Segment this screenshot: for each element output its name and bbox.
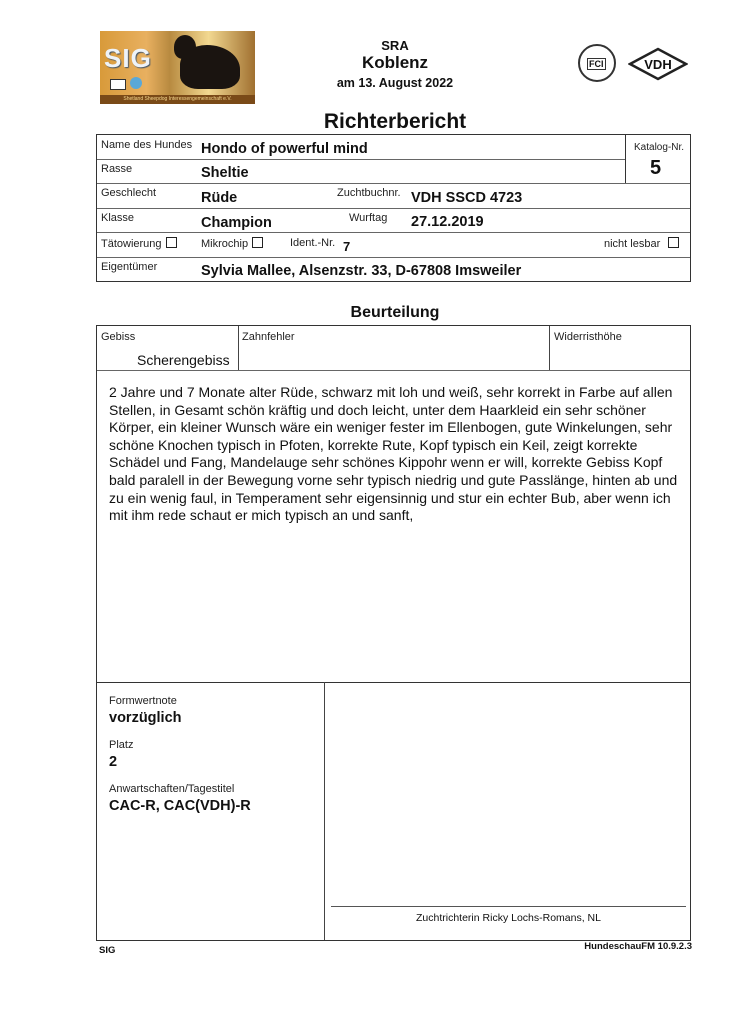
breed-label: Rasse — [101, 163, 133, 175]
teeth-fault-label: Zahnfehler — [242, 331, 295, 343]
judge-name: Zuchtrichterin Ricky Lochs-Romans, NL — [416, 912, 601, 924]
ident-number: 7 — [343, 239, 351, 254]
height-label: Widerristhöhe — [554, 331, 622, 343]
birth-label: Wurftag — [349, 212, 388, 224]
place-label: Platz — [109, 739, 134, 751]
logo-caption: Shetland Sheepdog Interessengemeinschaft e.V. — [100, 95, 255, 104]
tattoo-checkbox[interactable] — [166, 237, 177, 248]
place: 2 — [109, 754, 118, 770]
sheltie-silhouette-icon — [180, 45, 240, 89]
dog-name: Hondo of powerful mind — [201, 141, 368, 157]
logo-text: SIG — [104, 43, 152, 73]
fci-badge-icon — [130, 77, 142, 89]
footer-left: SIG — [99, 945, 116, 956]
vdh-label: VDH — [644, 57, 672, 72]
birth-date: 27.12.2019 — [411, 214, 484, 230]
breed: Sheltie — [201, 165, 249, 181]
titles: CAC-R, CAC(VDH)-R — [109, 798, 251, 814]
chip-label: Mikrochip — [201, 238, 249, 250]
judge-report: 2 Jahre und 7 Monate alter Rüde, schwarz mit loh und weiß, sehr korrekt in Farbe auf allen Stellen, in Gesamt schön kräftig und doch leicht, unter dem Haarkleid ein sehr schöner Körper, ein kleiner Wunsch wäre ein weniger fester im Ellenbogen, gute Winkelungen, sehr schöne Knochen typisch in Pfoten, korrekte Rute, Kopf typisch ein Keil, zeigt korrekte Schädel und Fang, Mandelauge sehr schönes Kippohr wenn er will, korrekte Gebiss Kopf bald paralell in der Bewegung vorne sehr typisch niedrig und gute Passlänge, hinten ab und zu ein wenig faul, in Temperament sehr eigensinnig und stur ein echter Bub, aber wenn ich mit ihm rede schaut er mich typisch an und sanft, — [109, 384, 678, 524]
show-date: am 13. August 2022 — [336, 76, 454, 90]
show-city: Koblenz — [361, 53, 429, 72]
studbook-label: Zuchtbuchnr. — [337, 187, 401, 199]
unreadable-label: nicht lesbar — [604, 238, 661, 250]
chip-checkbox[interactable] — [252, 237, 263, 248]
owner-label: Eigentümer — [101, 261, 158, 273]
tattoo-field — [101, 237, 177, 250]
fci-label: FCI — [589, 59, 604, 69]
sex-label: Geschlecht — [101, 187, 157, 199]
studbook-number: VDH SSCD 4723 — [411, 190, 523, 206]
catalog-number: 5 — [650, 157, 662, 179]
ident-label: Ident.-Nr. — [290, 237, 336, 249]
sig-logo — [100, 31, 255, 104]
grade-label: Formwertnote — [109, 695, 177, 707]
footer-right: HundeschauFM 10.9.2.3 — [584, 941, 692, 952]
bite-value: Scherengebiss — [137, 352, 230, 368]
section-title: Beurteilung — [350, 304, 440, 321]
show-type: SRA — [381, 38, 409, 53]
unreadable-field — [604, 237, 679, 250]
titles-label: Anwartschaften/Tagestitel — [109, 783, 235, 795]
catalog-label: Katalog-Nr. — [634, 142, 685, 153]
sex: Rüde — [201, 190, 238, 206]
class-label: Klasse — [101, 212, 135, 224]
bite-label: Gebiss — [101, 331, 136, 343]
assessment-table — [96, 325, 691, 941]
vdh-logo-icon — [628, 47, 688, 81]
fci-logo-icon — [578, 44, 616, 82]
vdh-badge-icon — [110, 79, 126, 90]
tattoo-label: Tätowierung — [101, 238, 162, 250]
owner: Sylvia Mallee, Alsenzstr. 33, D-67808 Imsweiler — [201, 263, 522, 279]
page-title: Richterbericht — [323, 110, 467, 133]
chip-field — [201, 237, 263, 250]
unreadable-checkbox[interactable] — [668, 237, 679, 248]
dog-info-table — [96, 134, 691, 282]
signature-line — [331, 906, 686, 907]
dog-name-label: Name des Hundes — [101, 139, 193, 151]
class: Champion — [201, 215, 272, 231]
grade: vorzüglich — [109, 710, 182, 726]
